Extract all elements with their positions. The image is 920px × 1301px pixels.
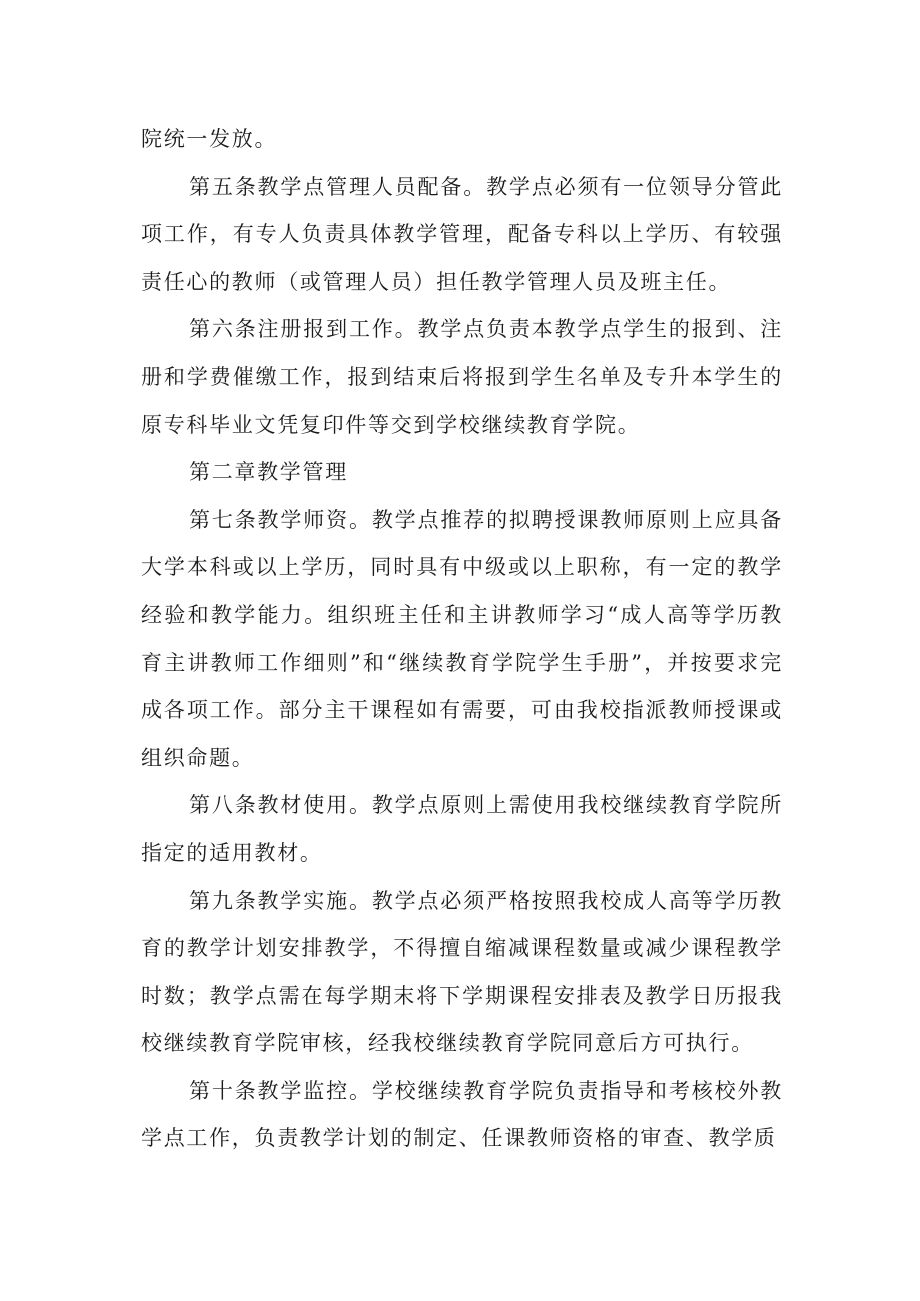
paragraph-article-6: 第六条注册报到工作。教学点负责本教学点学生的报到、注册和学费催缴工作，报到结束后将报到学生名单及专升本学生的原专科毕业文凭复印件等交到学校继续教育学院。 (141, 317, 783, 437)
paragraph-article-7: 第七条教学师资。教学点推荐的拟聘授课教师原则上应具备大学本科或以上学历，同时具有中级或以上职称，有一定的教学经验和教学能力。组织班主任和主讲教师学习“成人高等学历教育主讲教师工作细则”和“继续教育学院学生手册”，并按要求完成各项工作。部分主干课程如有需要，可由我校指派教师授课或组织命题。 (141, 507, 783, 770)
paragraph-article-5: 第五条教学点管理人员配备。教学点必须有一位领导分管此项工作，有专人负责具体教学管理，配备专科以上学历、有较强责任心的教师（或管理人员）担任教学管理人员及班主任。 (141, 174, 783, 294)
document-body (141, 116, 783, 1163)
paragraph-article-10: 第十条教学监控。学校继续教育学院负责指导和考核校外教学点工作，负责教学计划的制定、任课教师资格的审查、教学质 (141, 1078, 783, 1151)
paragraph-article-8: 第八条教材使用。教学点原则上需使用我校继续教育学院所指定的适用教材。 (141, 793, 783, 865)
paragraph-article-9: 第九条教学实施。教学点必须严格按照我校成人高等学历教育的教学计划安排教学，不得擅自缩减课程数量或减少课程教学时数；教学点需在每学期末将下学期课程安排表及教学日历报我校继续教育学院审核，经我校继续教育学院同意后方可执行。 (141, 888, 783, 1056)
chapter-heading: 第二章教学管理 (189, 460, 348, 485)
paragraph-continuation: 院统一发放。 (141, 127, 278, 151)
